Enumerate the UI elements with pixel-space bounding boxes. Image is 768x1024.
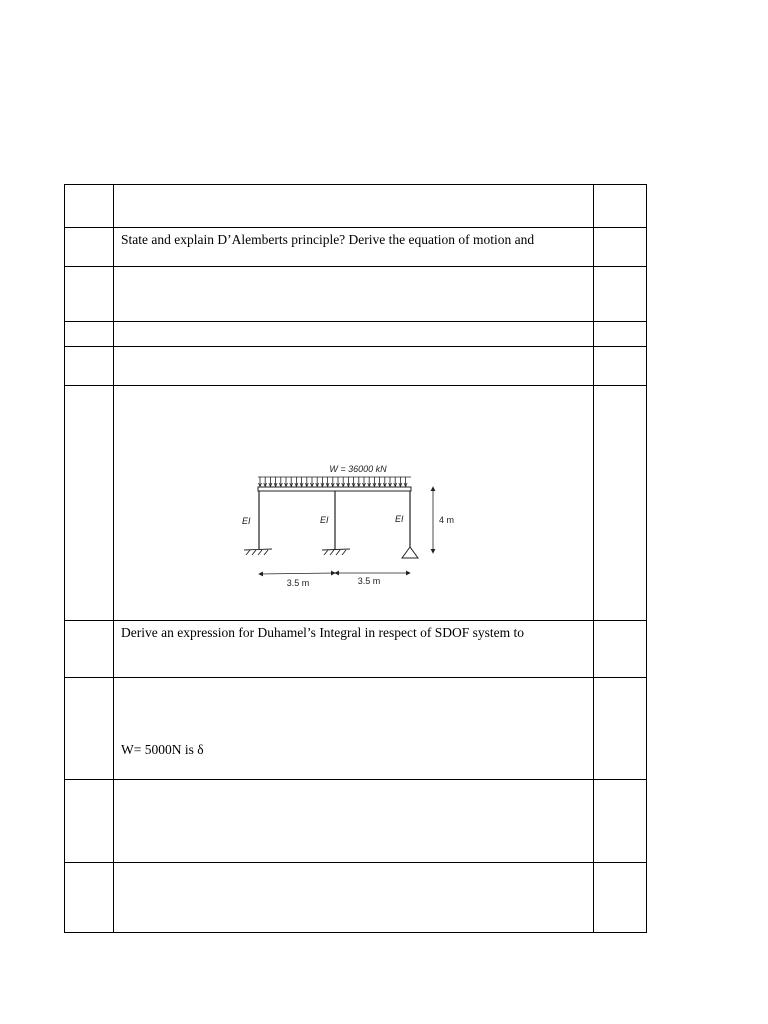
- fixed-support-left: [244, 549, 272, 555]
- table-row: [65, 322, 647, 347]
- table-row: [65, 678, 647, 780]
- number-cell: [65, 322, 114, 347]
- figure-cell: [114, 386, 594, 621]
- question-cell: [114, 322, 594, 347]
- number-cell: [65, 267, 114, 322]
- question-text-duhamel: Derive an expression for Duhamel’s Integral in respect of SDOF system to: [121, 625, 525, 640]
- question-table: [64, 184, 647, 933]
- number-cell: [65, 621, 114, 678]
- question-cell: [114, 678, 594, 780]
- number-cell: [65, 678, 114, 780]
- marks-cell: [594, 780, 647, 863]
- question-cell: [114, 267, 594, 322]
- question-cell: [114, 185, 594, 228]
- pin-support-right: [402, 547, 418, 558]
- marks-cell: [594, 863, 647, 933]
- question-cell: [114, 780, 594, 863]
- table-row: [65, 863, 647, 933]
- marks-cell: [594, 267, 647, 322]
- number-cell: [65, 780, 114, 863]
- table-row: [65, 267, 647, 322]
- beam: [258, 487, 411, 491]
- table-row: [65, 621, 647, 678]
- marks-cell: [594, 678, 647, 780]
- column-label-ei: EI: [320, 515, 329, 525]
- span-label-right: 3.5 m: [357, 576, 381, 586]
- number-cell: [65, 863, 114, 933]
- question-text-dalembert: State and explain D’Alemberts principle? Derive the equation of motion and: [121, 232, 535, 247]
- marks-cell: [594, 386, 647, 621]
- table-row: [65, 386, 647, 621]
- column-label-ei: EI: [395, 514, 404, 524]
- question-text-weight: W= 5000N is δ: [121, 742, 204, 757]
- distributed-load-arrows: [259, 477, 408, 487]
- span-label-left: 3.5 m: [286, 578, 310, 588]
- question-cell: [114, 228, 594, 267]
- fixed-support-middle: [322, 549, 350, 555]
- question-cell: [114, 347, 594, 386]
- number-cell: [65, 347, 114, 386]
- marks-cell: [594, 347, 647, 386]
- number-cell: [65, 185, 114, 228]
- portal-frame-figure: [240, 465, 460, 590]
- question-cell: [114, 621, 594, 678]
- marks-cell: [594, 322, 647, 347]
- span-dimension-left: [259, 573, 335, 574]
- table-row: [65, 780, 647, 863]
- marks-cell: [594, 185, 647, 228]
- height-label: 4 m: [439, 515, 455, 525]
- table-row: [65, 185, 647, 228]
- load-label: W = 36000 kN: [329, 465, 387, 474]
- table-row: [65, 228, 647, 267]
- column-label-ei: EI: [242, 516, 251, 526]
- marks-cell: [594, 228, 647, 267]
- question-cell: [114, 863, 594, 933]
- number-cell: [65, 386, 114, 621]
- table-row: [65, 347, 647, 386]
- marks-cell: [594, 621, 647, 678]
- number-cell: [65, 228, 114, 267]
